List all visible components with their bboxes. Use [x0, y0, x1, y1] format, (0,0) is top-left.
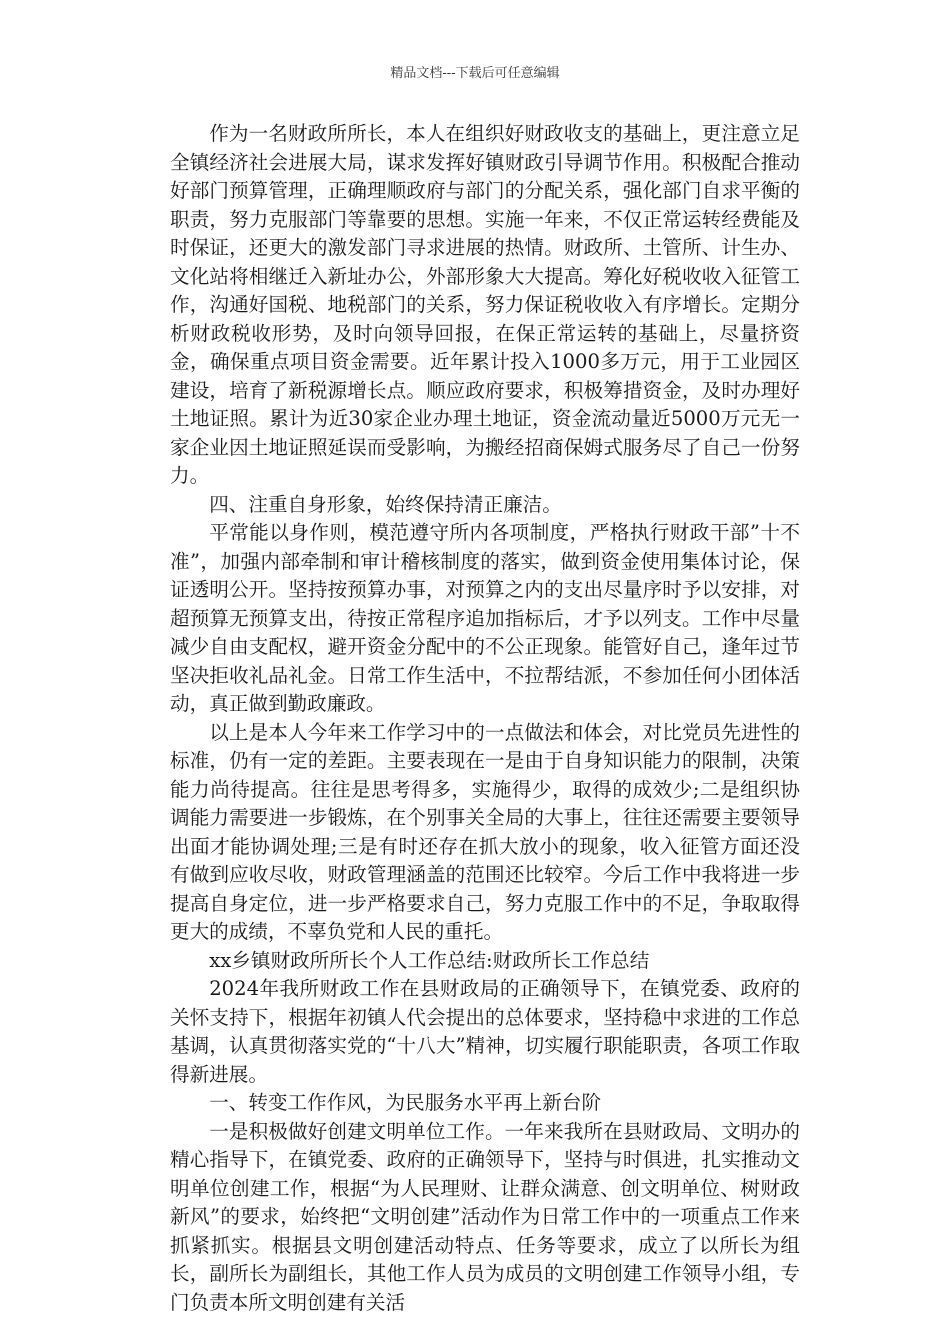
- paragraph-finance-work: 作为一名财政所所长，本人在组织好财政收支的基础上，更注意立足全镇经济社会进展大局，谋求发挥好镇财政引导调节作用。积极配合推动好部门预算管理，正确理顺政府与部门的分配关系，强化部门自求平衡的职责，努力克服部门等靠要的思想。实施一年来，不仅正常运转经费能及时保证，还更大的激发部门寻求进展的热情。财政所、土管所、计生办、文化站将相继迁入新址办公，外部形象大大提高。筹化好税收收入征管工作，沟通好国税、地税部门的关系，努力保证税收收入有序增长。定期分析财政税收形势，及时向领导回报，在保正常运转的基础上，尽量挤资金，确保重点项目资金需要。近年累计投入1000多万元，用于工业园区建设，培育了新税源增长点。顺应政府要求，积极筹措资金，及时办理好土地证照。累计为近30家企业办理土地证，资金流动量近5000万元无一家企业因土地证照延误而受影响，为搬经招商保姆式服务尽了自己一份努力。: [170, 122, 800, 487]
- paragraph-integrity: 平常能以身作则，模范遵守所内各项制度，严格执行财政干部”十不准”，加强内部牵制和审计稽核制度的落实，做到资金使用集体讨论，保证透明公开。坚持按预算办事，对预算之内的支出尽量序时予以安排，对超预算无预算支出，待按正常程序追加指标后，才予以列支。工作中尽量减少自由支配权，避开资金分配中的不公正现象。能管好自己，逢年过节坚决拒收礼品礼金。日常工作生活中，不拉帮结派，不参加任何小团体活动，真正做到勤政廉政。: [170, 521, 800, 715]
- paragraph-intro-2024: 2024年我所财政工作在县财政局的正确领导下，在镇党委、政府的关怀支持下，根据年初镇人代会提出的总体要求，坚持稳中求进的工作总基调，认真贯彻落实党的“十八大”精神，切实履行职能职责，各项工作取得新进展。: [170, 977, 800, 1086]
- section-heading-work-style: 一、转变工作作风，为民服务水平再上新台阶: [209, 1091, 602, 1114]
- paragraph-shortcomings: 以上是本人今年来工作学习中的一点做法和体会，对比党员先进性的标准，仍有一定的差距。主要表现在一是由于自身知识能力的限制，决策能力尚待提高。往往是思考得多，实施得少，取得的成效少;二是组织协调能力需要进一步锻炼，在个别事关全局的大事上，往往还需要主要领导出面才能协调处理;三是有时还存在抓大放小的现象，收入征管方面还没有做到应收尽收，财政管理涵盖的范围还比较窄。今后工作中我将进一步提高自身定位，进一步严格要求自己，努力克服工作中的不足，争取取得更大的成绩，不辜负党和人民的重托。: [170, 720, 800, 943]
- page-header: 精品文档---下载后可任意编辑: [390, 66, 560, 81]
- section-heading-self-image: 四、注重自身形象，始终保持清正廉洁。: [209, 492, 562, 516]
- article-title: xx乡镇财政所所长个人工作总结:财政所长工作总结: [209, 948, 650, 972]
- document-body: [170, 120, 800, 1317]
- paragraph-civilized-unit: 一是积极做好创建文明单位工作。一年来我所在县财政局、文明办的精心指导下，在镇党委、政府的正确领导下，坚持与时俱进，扎实推动文明单位创建工作，根据“为人民理财、让群众满意、创文明单位、树财政新风”的要求，始终把“文明创建”活动作为日常工作中的一项重点工作来抓紧抓实。根据县文明创建活动特点、任务等要求，成立了以所长为组长，副所长为副组长，其他工作人员为成员的文明创建工作领导小组，专门负责本所文明创建有关活: [170, 1119, 800, 1314]
